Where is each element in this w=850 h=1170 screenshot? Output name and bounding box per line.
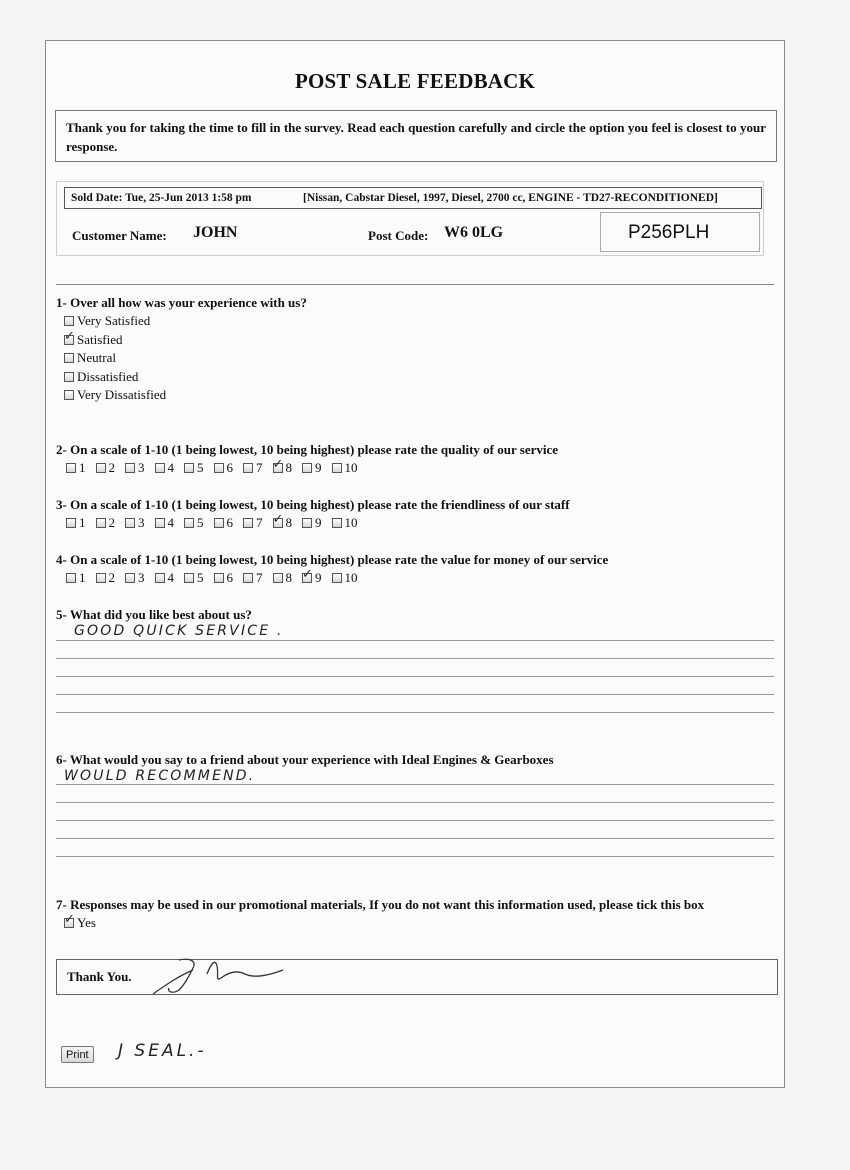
customer-name-label: Customer Name: xyxy=(72,228,167,243)
q1-option-label: Very Satisfied xyxy=(77,313,151,328)
q4-scale-option[interactable] xyxy=(66,570,86,586)
registration-field: P256PLH xyxy=(600,212,760,252)
q4-scale-option[interactable] xyxy=(273,570,293,586)
scale-label: 5 xyxy=(197,570,204,585)
scale-label: 5 xyxy=(197,515,204,530)
checkbox[interactable] xyxy=(184,463,194,473)
scale-label: 7 xyxy=(256,460,263,475)
checkbox[interactable] xyxy=(64,316,74,326)
answer-line xyxy=(56,802,774,803)
answer-line xyxy=(56,640,774,641)
question-6: 6- What would you say to a friend about your experience with Ideal Engines & Gearboxes xyxy=(56,752,554,767)
question-1: 1- Over all how was your experience with us? xyxy=(56,295,307,310)
checkbox[interactable] xyxy=(125,518,135,528)
checkbox[interactable] xyxy=(243,463,253,473)
q3-scale-option[interactable] xyxy=(96,515,116,531)
question-2: 2- On a scale of 1-10 (1 being lowest, 10 being highest) please rate the quality of our service xyxy=(56,442,559,457)
checkbox[interactable] xyxy=(243,573,253,583)
q3-scale-option[interactable] xyxy=(332,515,358,531)
postcode-value: W6 0LG xyxy=(444,224,504,241)
checkbox[interactable] xyxy=(96,518,106,528)
question-5: 5- What did you like best about us? xyxy=(56,607,252,622)
checkbox[interactable] xyxy=(332,573,342,583)
q5-handwritten-answer: GOOD QUICK SERVICE . xyxy=(74,623,284,639)
q3-scale-option[interactable] xyxy=(273,515,293,531)
answer-line xyxy=(56,856,774,857)
scale-label: 5 xyxy=(197,460,204,475)
scale-label: 10 xyxy=(344,515,358,530)
checkbox[interactable] xyxy=(66,518,76,528)
q1-option-label: Satisfied xyxy=(77,331,123,347)
q3-scale-option[interactable] xyxy=(184,515,204,531)
q6-handwritten-answer: WOULD RECOMMEND. xyxy=(64,768,256,784)
thank-you-box xyxy=(56,959,778,995)
print-button[interactable]: Print xyxy=(61,1046,94,1063)
question-3: 3- On a scale of 1-10 (1 being lowest, 10 being highest) please rate the friendliness of our staff xyxy=(56,497,570,512)
scale-label: 7 xyxy=(256,570,263,585)
signature-image xyxy=(149,954,309,1000)
q3-scale-option[interactable] xyxy=(155,515,175,531)
answer-line xyxy=(56,676,774,677)
scale-label: 8 xyxy=(285,570,292,585)
answer-line xyxy=(56,838,774,839)
q4-scale-option[interactable] xyxy=(302,570,322,586)
checkbox[interactable] xyxy=(302,518,312,528)
q1-option[interactable] xyxy=(64,386,166,405)
section-divider xyxy=(56,284,774,285)
q1-option-label: Dissatisfied xyxy=(77,368,139,384)
answer-line xyxy=(56,694,774,695)
q2-scale-option[interactable] xyxy=(125,460,145,476)
q4-scale-option[interactable] xyxy=(243,570,263,586)
sale-info-box xyxy=(56,181,764,256)
answer-line xyxy=(56,784,774,785)
scale-label: 2 xyxy=(108,570,115,585)
q2-scale-option[interactable] xyxy=(155,460,175,476)
scale-label: 9 xyxy=(315,460,322,475)
scale-label: 3 xyxy=(138,515,145,530)
scale-label: 2 xyxy=(108,515,115,530)
scale-label: 1 xyxy=(79,460,86,475)
checkbox[interactable] xyxy=(243,518,253,528)
answer-line xyxy=(56,820,774,821)
q3-scale-option[interactable] xyxy=(243,515,263,531)
checkbox[interactable] xyxy=(332,518,342,528)
sale-details-row xyxy=(64,187,762,209)
question-7: 7- Responses may be used in our promotional materials, If you do not want this information used, please tick this box xyxy=(56,897,705,912)
checkbox[interactable] xyxy=(302,573,312,583)
q1-option[interactable] xyxy=(64,331,166,350)
scale-label: 6 xyxy=(226,570,233,585)
scale-label: 4 xyxy=(167,460,174,475)
checkbox[interactable] xyxy=(155,573,165,583)
q4-scale xyxy=(66,570,368,586)
q3-scale-option[interactable] xyxy=(125,515,145,531)
scale-label: 10 xyxy=(344,460,358,475)
scale-label: 7 xyxy=(256,515,263,530)
scale-label: 1 xyxy=(79,570,86,585)
scale-label: 2 xyxy=(108,460,115,475)
checkbox[interactable] xyxy=(332,463,342,473)
checkbox[interactable] xyxy=(125,573,135,583)
customer-name-value: JOHN xyxy=(193,224,238,241)
checkbox[interactable] xyxy=(155,518,165,528)
checkbox-yes[interactable] xyxy=(64,918,74,928)
q4-scale-option[interactable] xyxy=(214,570,234,586)
scale-label: 4 xyxy=(167,570,174,585)
checkbox[interactable] xyxy=(64,335,74,345)
q1-option-label: Neutral xyxy=(77,350,116,365)
checkbox[interactable] xyxy=(66,573,76,583)
scale-label: 6 xyxy=(226,460,233,475)
checkbox[interactable] xyxy=(96,573,106,583)
checkbox[interactable] xyxy=(184,518,194,528)
scale-label: 4 xyxy=(167,515,174,530)
scale-label: 9 xyxy=(315,570,322,585)
checkbox[interactable] xyxy=(214,518,224,528)
q3-scale-option[interactable] xyxy=(302,515,322,531)
checkbox[interactable] xyxy=(273,463,283,473)
checkbox[interactable] xyxy=(64,353,74,363)
checkbox[interactable] xyxy=(302,463,312,473)
checkbox[interactable] xyxy=(273,573,283,583)
scale-label: 6 xyxy=(226,515,233,530)
checkbox[interactable] xyxy=(96,463,106,473)
q2-scale-option[interactable] xyxy=(302,460,322,476)
q4-scale-option[interactable] xyxy=(332,570,358,586)
scale-label: 9 xyxy=(315,515,322,530)
q1-option[interactable] xyxy=(64,368,166,387)
q7-option-yes[interactable] xyxy=(64,914,96,933)
checkbox[interactable] xyxy=(66,463,76,473)
checkbox[interactable] xyxy=(125,463,135,473)
question-4: 4- On a scale of 1-10 (1 being lowest, 10 being highest) please rate the value for money of our service xyxy=(56,552,609,567)
checkbox[interactable] xyxy=(64,372,74,382)
checkbox[interactable] xyxy=(214,573,224,583)
checkbox[interactable] xyxy=(184,573,194,583)
checkbox[interactable] xyxy=(155,463,165,473)
q3-scale xyxy=(66,515,368,531)
q2-scale-option[interactable] xyxy=(214,460,234,476)
scale-label: 8 xyxy=(285,460,292,475)
sold-date: Sold Date: Tue, 25-Jun 2013 1:58 pm xyxy=(71,192,252,204)
postcode-label: Post Code: xyxy=(368,228,429,243)
checkbox[interactable] xyxy=(214,463,224,473)
scale-label: 3 xyxy=(138,460,145,475)
q2-scale-option[interactable] xyxy=(243,460,263,476)
q3-scale-option[interactable] xyxy=(214,515,234,531)
handwritten-name: J SEAL.- xyxy=(118,1041,207,1061)
q2-scale xyxy=(66,460,368,476)
q4-scale-option[interactable] xyxy=(184,570,204,586)
q2-scale-option[interactable] xyxy=(66,460,86,476)
vehicle-details: [Nissan, Cabstar Diesel, 1997, Diesel, 2700 cc, ENGINE - TD27-RECONDITIONED] xyxy=(303,192,718,204)
q2-scale-option[interactable] xyxy=(96,460,116,476)
q4-scale-option[interactable] xyxy=(96,570,116,586)
q1-option-label: Very Dissatisfied xyxy=(77,387,167,402)
q7-option-label: Yes xyxy=(77,915,96,930)
q4-scale-option[interactable] xyxy=(125,570,145,586)
q1-option[interactable] xyxy=(64,312,166,331)
scale-label: 3 xyxy=(138,570,145,585)
q1-options xyxy=(64,312,166,405)
checkbox[interactable] xyxy=(273,518,283,528)
feedback-form xyxy=(45,40,785,1088)
q3-scale-option[interactable] xyxy=(66,515,86,531)
answer-line xyxy=(56,658,774,659)
page-title: POST SALE FEEDBACK xyxy=(294,69,536,93)
scale-label: 8 xyxy=(285,515,292,530)
scale-label: 1 xyxy=(79,515,86,530)
q2-scale-option[interactable] xyxy=(332,460,358,476)
q2-scale-option[interactable] xyxy=(184,460,204,476)
q1-option[interactable] xyxy=(64,349,166,368)
q2-scale-option[interactable] xyxy=(273,460,293,476)
q7-options xyxy=(64,914,96,933)
answer-line xyxy=(56,712,774,713)
thank-you-label: Thank You. xyxy=(67,969,132,984)
checkbox[interactable] xyxy=(64,390,74,400)
scale-label: 10 xyxy=(344,570,358,585)
q4-scale-option[interactable] xyxy=(155,570,175,586)
intro-text: Thank you for taking the time to fill in the survey. Read each question carefully and circle the option you feel is closest to your response. xyxy=(55,110,777,162)
